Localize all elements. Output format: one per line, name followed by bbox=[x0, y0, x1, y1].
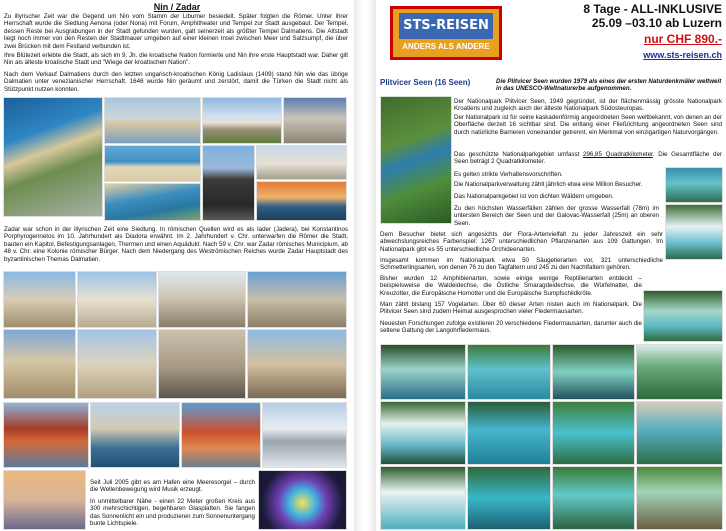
amphibians-paragraph: Bisher wurden 12 Amphibienarten, sowie einige wenige Reptilienarten entdeckt – beispielsweise die Waldeidechse, die Östliche Smaragdeidechse, die Würfelnatter, die Kreuzotter, die Europäische Hornotter und die Europäische Sumpfschildkröte. bbox=[380, 275, 642, 297]
forest-paragraph: Das Nationalparkgebiet ist von dichten Wäldern umgeben. bbox=[454, 193, 614, 200]
photo-sunset-promenade bbox=[3, 470, 86, 530]
photo-zadar-tower bbox=[77, 271, 157, 328]
bats-paragraph: Neuesten Forschungen zufolge existieren 20 verschiedene Fledermausarten, darunter auch die seltene Gattung der Langohrfledermaus. bbox=[380, 320, 642, 335]
photo-beach bbox=[104, 145, 201, 182]
photo-plitvice-2 bbox=[467, 344, 551, 400]
cascades-paragraph: Der Nationalpark ist für seine kaskadenförmig angeordneten Seen weltbekannt, von denen an der Oberfläche derzeit 16 sichtbar sind. Die entlang einer Fließrichtung angeordneten Seen sind durch natürliche Barrieren voneinander getrennt, ein Merkmal von einzigartigen Naturvorgängen. bbox=[454, 114, 722, 136]
photo-sea-organ bbox=[262, 402, 347, 468]
page-gutter bbox=[354, 0, 376, 531]
photo-stone-chapel bbox=[256, 145, 347, 180]
history-paragraph: Ihre Blütezeit erlebte die Stadt, als sich im 9. Jh. die kroatische Nation formierte und Nin ihre erste Hauptstadt war. Daher gilt Nin als älteste kroatische Stadt und "Wiege der kroatischen Nation". bbox=[4, 52, 348, 67]
photo-plitvice-11 bbox=[552, 466, 635, 530]
photo-zadar-arches bbox=[158, 271, 246, 328]
photo-zadar-rooftops bbox=[3, 402, 89, 468]
area-paragraph bbox=[454, 151, 722, 166]
photo-plitvice-10 bbox=[467, 466, 551, 530]
map-plitvice bbox=[380, 96, 452, 224]
photo-plitvice-8 bbox=[636, 401, 723, 465]
photo-harbour bbox=[90, 402, 180, 468]
photo-lagoon bbox=[104, 183, 201, 221]
sts-logo bbox=[390, 6, 502, 60]
left-page bbox=[0, 0, 354, 531]
photo-nin-aerial bbox=[3, 97, 103, 217]
photo-old-town-aerial bbox=[181, 402, 261, 468]
photo-zadar-church bbox=[3, 329, 76, 399]
logo-subtitle: ANDERS ALS ANDERE bbox=[402, 42, 490, 51]
area-text-before: Das geschützte Nationalparkgebiet umfasst bbox=[454, 151, 584, 158]
flora-paragraph: Dem Besucher bietet sich angesichts der Flora-Artenvielfalt zu jeder Jahreszeit ein sehr abwechslungsreiches Farbenspiel: 1267 unterschiedlichen Pflanzenarten aus 109 Gattungen. Im Nationalpark gibt es 55 unterschiedliche Orchideenarten. bbox=[380, 231, 663, 253]
section-title: Plitvicer Seen (16 Seen) bbox=[380, 78, 471, 87]
photo-zadar-square bbox=[77, 329, 157, 399]
waterfalls-paragraph: Zu den höchsten Wasserfällen zählen der grosse Wasserfall (78m) im untersten Bereich der Seen und der Galovac-Wasserfall (25m) an oberen Seen. bbox=[454, 205, 659, 227]
fauna-paragraph: Insgesamt kommen im Nationalpark etwa 50 Säugetierarten vor, 321 unterschiedliche Schmetterlingsarten, von denen 76 zu den Tagfaltern und 245 zu den Nachtfaltern gehören. bbox=[380, 257, 663, 272]
right-page bbox=[376, 0, 726, 531]
logo-title: STS-REISEN bbox=[399, 13, 493, 39]
photo-plitvice-7 bbox=[552, 401, 635, 465]
photo-plitvice-1 bbox=[380, 344, 466, 400]
unesco-note: Die Plitvicer Seen wurden 1979 als eines der ersten Naturdenkmäler weltweit in das UNESCO-Weltnaturerbe aufgenommen. bbox=[496, 78, 722, 93]
intro-paragraph: Zu illyrischer Zeit war die Gegend um Nin vom Stamm der Liburner besiedelt. Später folgten die Römer. Unter ihrer Herrschaft wurde die Siedlung Aenona (oder Nona) mit Forum, Amphitheater und Tempel zur Stadt ausgebaut. Der Tempel, dessen Reste bei Ausgrabungen in der Stadt gefunden wurden, galt seinerzeit als größter Tempel Dalmatiens. Die Altstadt liegt noch immer von den Resten der Stadtmauer umgeben auf einer kleinen Insel zwischen Meer und Salzsumpf, die über zwei Brücken mit dem Festland verbunden ist. bbox=[4, 13, 348, 50]
photo-roman-forum bbox=[247, 329, 347, 399]
zadar-paragraph: Zadar war schon in der illyrischen Zeit eine Siedlung. In römischen Quellen wird es als Iader (Jadera), bei Konstantinos Porphyrogennetos im 10. Jahrhundert als Diadora erwähnt. Im 2. Jahrhundert v. Chr. unterwarfen die Römer die Stadt, bauten ein Kapitol, Befestigungsanlagen, Thermen und einen Aquädukt. Nach 59 v. Chr. war Zadar römisches Municipium, ab 48 v. Chr. eine Kolonie römischer Bürger. Nach dem Niedergang des Weströmischen Reiches wurde Zadar Hauptstadt des byzantinischen Themas Dalmatien. bbox=[4, 226, 348, 263]
photo-lake-turquoise bbox=[665, 167, 723, 203]
photo-waterfall bbox=[665, 204, 723, 260]
photo-plitvice-12 bbox=[636, 466, 723, 530]
venice-paragraph: Nach dem Verkauf Dalmatiens durch den letzten ungarisch-kroatischen König Ladislaus (1409) stand Nin wie das übrige Dalmatien unter venezianischer Herrschaft. 1646 wurde Nin geräumt und zerstört, damit die Türken die Stadt nicht als Stützpunkt nutzen konnten. bbox=[4, 71, 348, 93]
photo-sunset-coast bbox=[256, 181, 347, 221]
photo-zadar-facade bbox=[158, 329, 246, 399]
photo-cascade bbox=[643, 290, 723, 342]
photo-plitvice-5 bbox=[380, 401, 466, 465]
area-text-after: . Die Gesamtfläche der Seen beträgt 2 Quadratkilometer. bbox=[454, 151, 722, 166]
photo-plitvice-9 bbox=[380, 466, 466, 530]
sun-greeting-paragraph: In unmittelbarer Nähe - einen 22 Meter großen Kreis aus 300 mehrschichtigen, begehbaren Glasplatten. Sie fangen das Sonnenlicht ein und produzieren zum Sonnenuntergang bunte Lichtspiele. bbox=[90, 498, 255, 528]
photo-plitvice-4 bbox=[636, 344, 723, 400]
photo-plitvice-3 bbox=[552, 344, 635, 400]
photo-nin-bridge bbox=[104, 97, 201, 144]
visitors-paragraph: Die Nationalparkverwaltung zählt jährlich etwa eine Million Besucher. bbox=[454, 181, 643, 188]
offer-duration: 8 Tage - ALL-INKLUSIVE bbox=[583, 2, 722, 16]
photo-nin-church bbox=[202, 97, 282, 144]
park-intro: Der Nationalpark Plitvicer Seen, 1949 gegründet, ist der flächenmässig grösste Nationalpark Kroatiens und zugleich auch der älteste Nationalpark Südosteuropas. bbox=[454, 98, 722, 113]
photo-plitvice-6 bbox=[467, 401, 551, 465]
birds-paragraph: Man zählt bislang 157 Vogelarten. Über 60 dieser Arten nisten auch im Nationalpark. Die Plitvicer Seen sind zudem Heimat ausgesprochen vieler Fledermausarten. bbox=[380, 301, 642, 316]
photo-grgur-statue bbox=[202, 145, 255, 221]
offer-dates: 25.09 –03.10 ab Luzern bbox=[591, 16, 722, 30]
page-title: Nin / Zadar bbox=[153, 2, 201, 12]
sea-organ-paragraph: Seit Juli 2005 gibt es am Hafen eine Meeresorgel – durch die Wellenbewegung wird Musik erzeugt. bbox=[90, 479, 255, 494]
photo-zadar-cathedral bbox=[3, 271, 76, 328]
offer-price: nur CHF 890.- bbox=[643, 32, 722, 46]
photo-nin-cathedral bbox=[283, 97, 347, 144]
area-link[interactable]: 296,85 Quadratkilometer bbox=[583, 151, 653, 158]
photo-st-donatus bbox=[247, 271, 347, 328]
photo-sun-greeting bbox=[258, 470, 347, 530]
website-link[interactable]: www.sts-reisen.ch bbox=[643, 50, 722, 60]
rules-paragraph: Es gelten strikte Verhaltensvorschriften. bbox=[454, 171, 563, 178]
